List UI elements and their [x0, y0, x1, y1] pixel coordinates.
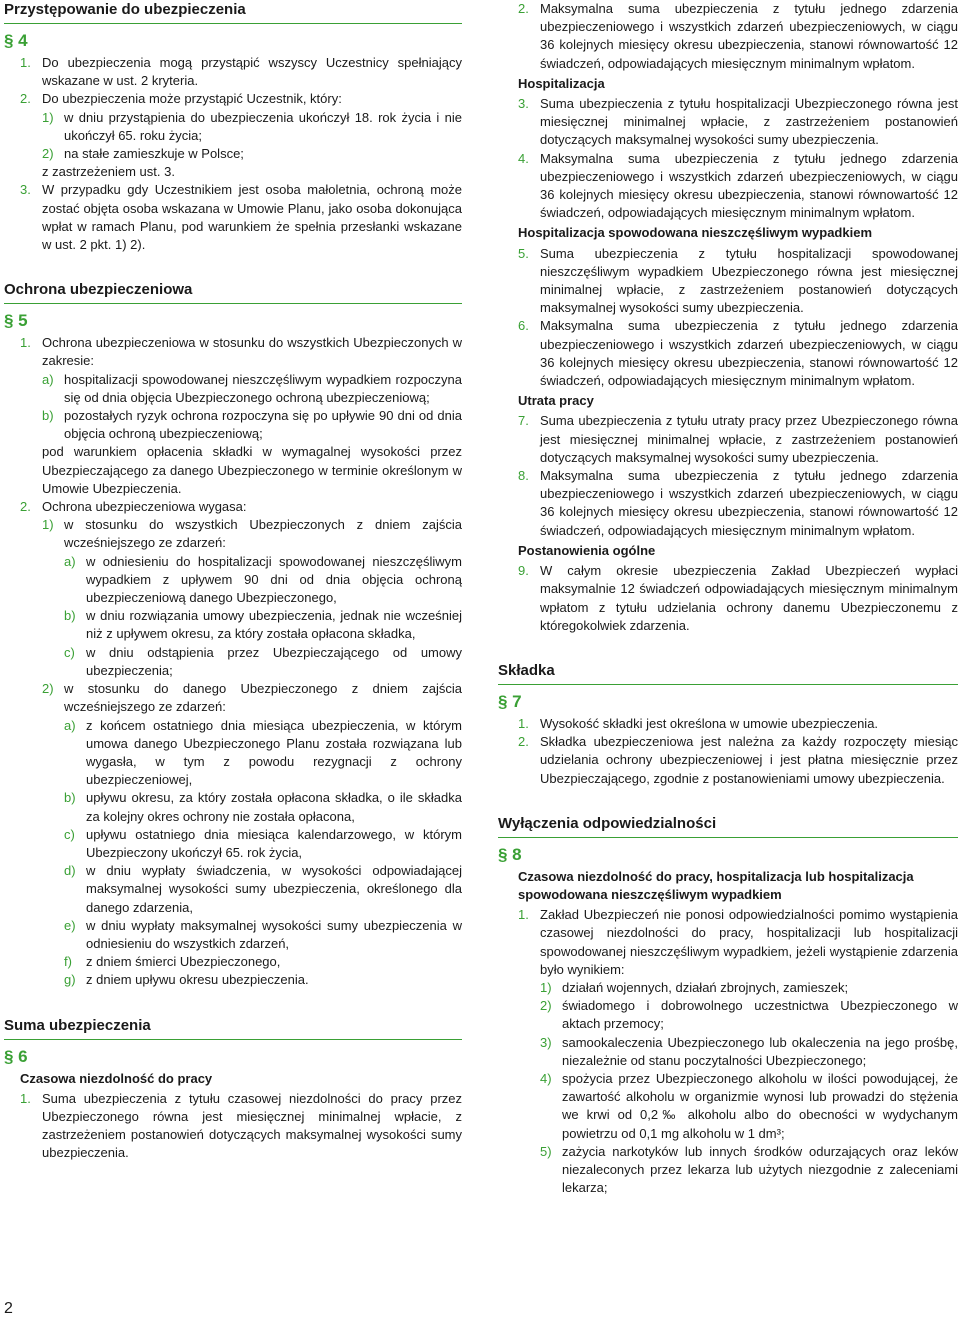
list-item: 2. Do ubezpieczenia może przystąpić Uczestnik, który:	[20, 91, 342, 107]
list-item: 2. Ochrona ubezpieczeniowa wygasa:	[20, 499, 247, 515]
list-item: b) w dniu rozwiązania umowy ubezpieczenia, jednak nie wcześniej niż z upływem okresu, za który została opłacona składka,	[64, 608, 462, 642]
list-item: 1. Wysokość składki jest określona w umowie ubezpieczenia.	[518, 715, 879, 731]
list-item: 2. Składka ubezpieczeniowa jest należna za każdy rozpoczęty miesiąc udzielania ochrony ubezpieczeniowej i jest płatna miesięcznie przez Ubezpieczającego, zgodnie z postanowieniami umowy ubezpieczenia.	[518, 734, 958, 786]
list-item: 3. W przypadku gdy Uczestnikiem jest osoba małoletnia, ochroną może zostać objęta osoba wskazana w Umowie Planu, jako osoba dokonująca wpłat w ramach Planu, pod warunkiem że spełnia przesłanki wskazane w ust. 2 pkt. 1) 2).	[20, 182, 462, 253]
sub-heading: Utrata pracy	[518, 393, 594, 409]
list-item: 3) samookaleczenia Ubezpieczonego lub okaleczenia na jego prośbę, niezależnie od stanu poczytalności Ubezpieczonego;	[540, 1034, 958, 1068]
section-title-wylaczenia: Wyłączenia odpowiedzialności	[498, 814, 958, 838]
list-item: 2) w stosunku do danego Ubezpieczonego z dniem zajścia wcześniejszego ze zdarzeń:	[42, 681, 462, 715]
right-column	[498, 0, 958, 1197]
list-continuation: pod warunkiem opłacenia składki w wymagalnej wysokości przez Ubezpieczającego za danego Ubezpieczonego w terminie określonym w Umowie Ubezpieczenia.	[42, 444, 462, 496]
paragraph-number-7: § 7	[498, 691, 522, 711]
list-item: 3. Suma ubezpieczenia z tytułu hospitalizacji Ubezpieczonego równa jest miesięcznej minimalnej wpłacie, z zastrzeżeniem postanowień dotyczących maksymalnej wysokości sumy ubezpieczenia.	[518, 96, 958, 148]
list-item: a) w odniesieniu do hospitalizacji spowodowanej nieszczęśliwym wypadkiem z upływem 90 dni od dnia objęcia ochroną ubezpieczeniową danego Ubezpieczonego,	[64, 553, 462, 606]
sub-heading: Czasowa niezdolność do pracy	[20, 1070, 213, 1086]
list-item: 6. Maksymalna suma ubezpieczenia z tytułu jednego zdarzenia ubezpieczeniowego i wszystkich zdarzeń ubezpieczeniowych, w ciągu 36 kolejnych miesięcy okresu ubezpieczenia, stanowi równowartość 12 świadczeń, odpowiadających miesięcznym minimalnym wpłatom.	[518, 318, 958, 389]
list-item: 2) na stałe zamieszkuje w Polsce;	[42, 146, 244, 162]
list-item: 1. Suma ubezpieczenia z tytułu czasowej niezdolności do pracy przez Ubezpieczonego równa jest miesięcznej minimalnej wpłacie, z zastrzeżeniem postanowień dotyczących maksymalnej wysokości sumy ubezpieczenia.	[20, 1090, 462, 1161]
left-column	[4, 0, 462, 1163]
list-item: 7. Suma ubezpieczenia z tytułu utraty pracy przez Ubezpieczonego równa jest miesięcznej minimalnej wpłacie, z zastrzeżeniem postanowień dotyczących maksymalnej wysokości sumy ubezpieczenia.	[518, 413, 958, 465]
sub-heading: Hospitalizacja	[518, 75, 605, 91]
list-item: f) z dniem śmierci Ubezpieczonego,	[64, 954, 281, 970]
sub-heading: Czasowa niezdolność do pracy, hospitalizacja lub hospitalizacja spowodowana nieszczęśliwym wypadkiem	[518, 868, 914, 902]
page-number: 2	[4, 1300, 13, 1317]
sub-heading: Hospitalizacja spowodowana nieszczęśliwym wypadkiem	[518, 225, 873, 241]
list-item: 2) świadomego i dobrowolnego uczestnictwa Ubezpieczonego w aktach przemocy;	[540, 998, 958, 1032]
list-item: 8. Maksymalna suma ubezpieczenia z tytułu jednego zdarzenia ubezpieczeniowego i wszystkich zdarzeń ubezpieczeniowych, w ciągu 36 kolejnych miesięcy okresu ubezpieczenia, stanowi równowartość 12 świadczeń, odpowiadających miesięcznym minimalnym wpłatom.	[518, 468, 958, 538]
list-item: d) w dniu wypłaty świadczenia, w wysokości odpowiadającej maksymalnej wysokości sumy ubezpieczenia, określonego dla danego zdarzenia,	[64, 863, 462, 915]
list-item: 4. Maksymalna suma ubezpieczenia z tytułu jednego zdarzenia ubezpieczeniowego i wszystkich zdarzeń ubezpieczeniowych, w ciągu 36 kolejnych miesięcy okresu ubezpieczenia, stanowi równowartość 12 świadczeń, odpowiadających miesięcznym minimalnym wpłatom.	[518, 150, 958, 221]
list-item: 4) spożycia przez Ubezpieczonego alkoholu w ilości powodującej, że zawartość alkoholu w organizmie wynosi lub prowadzi do stężenia we krwi od 0,2‰ alkoholu albo do obecności w wydychanym powietrzu od 0,1 mg alkoholu w 1 dm³;	[540, 1070, 958, 1141]
section-title-suma: Suma ubezpieczenia	[4, 1016, 462, 1040]
list-item: g) z dniem upływu okresu ubezpieczenia.	[64, 972, 309, 988]
list-item: a) z końcem ostatniego dnia miesiąca ubezpieczenia, w którym umowa danego Ubezpieczonego Planu została rozwiązana lub wygasła, w tym z powodu rezygnacji z ochrony ubezpieczeniowej,	[64, 717, 462, 788]
paragraph-number-8: § 8	[498, 844, 522, 864]
section-title-przystepowanie: Przystępowanie do ubezpieczenia	[4, 0, 462, 24]
sub-heading: Postanowienia ogólne	[518, 542, 656, 558]
list-item: 9. W całym okresie ubezpieczenia Zakład Ubezpieczeń wypłaci maksymalnie 12 świadczeń odpowiadających miesięcznym minimalnym wpłatom z tytułu udzielania ochrony danemu Ubezpieczonemu z któregokolwiek zdarzenia.	[518, 563, 958, 633]
list-item: 5) zażycia narkotyków lub innych środków odurzających oraz leków niezaleconych przez lekarza lub użytych niezgodnie z zaleceniami lekarza;	[540, 1143, 958, 1196]
list-item: e) w dniu wypłaty maksymalnej wysokości sumy ubezpieczenia w odniesieniu do wszystkich zdarzeń,	[64, 917, 462, 951]
list-item: 1. Zakład Ubezpieczeń nie ponosi odpowiedzialności pomimo wystąpienia czasowej niezdolności do pracy, hospitalizacji lub hospitalizacji spowodowanej nieszczęśliwym wypadkiem, jeżeli wystąpienie zdarzenia było wynikiem:	[518, 907, 958, 977]
list-item: c) w dniu odstąpienia przez Ubezpieczającego od umowy ubezpieczenia;	[64, 644, 462, 678]
paragraph-number-4: § 4	[4, 31, 28, 50]
list-item: 1) w stosunku do wszystkich Ubezpieczonych z dniem zajścia wcześniejszego ze zdarzeń:	[42, 517, 462, 551]
list-item: 1. Ochrona ubezpieczeniowa w stosunku do wszystkich Ubezpieczonych w zakresie:	[20, 335, 462, 369]
list-item: 1. Do ubezpieczenia mogą przystąpić wszyscy Uczestnicy spełniający wskazane w ust. 2 kryteria.	[20, 55, 462, 89]
list-item: c) upływu ostatniego dnia miesiąca kalendarzowego, w którym Ubezpieczony ukończył 65. rok życia,	[64, 826, 462, 860]
section-title-ochrona: Ochrona ubezpieczeniowa	[4, 280, 462, 304]
list-item: 5. Suma ubezpieczenia z tytułu hospitalizacji spowodowanej nieszczęśliwym wypadkiem Ubezpieczonego równa jest miesięcznej minimalnej wpłacie, z zastrzeżeniem postanowień dotyczących maksymalnej wysokości sumy ubezpieczenia.	[518, 245, 958, 316]
list-item: b) upływu okresu, za który została opłacona składka, o ile składka za kolejny okres ochrony nie została opłacona,	[64, 790, 462, 824]
list-item: 1) działań wojennych, działań zbrojnych, zamieszek;	[540, 979, 849, 995]
paragraph-number-6: § 6	[4, 1046, 28, 1066]
paragraph-number-5: § 5	[4, 311, 28, 331]
list-item: 1) w dniu przystąpienia do ubezpieczenia ukończył 18. rok życia i nie ukończył 65. roku życia;	[42, 109, 462, 143]
list-item: b) pozostałych ryzyk ochrona rozpoczyna się po upływie 90 dni od dnia objęcia ochroną ubezpieczeniową;	[42, 408, 462, 442]
section-title-skladka: Składka	[498, 661, 958, 685]
list-continuation: z zastrzeżeniem ust. 3.	[42, 164, 175, 180]
list-item: 2. Maksymalna suma ubezpieczenia z tytułu jednego zdarzenia ubezpieczeniowego i wszystkich zdarzeń ubezpieczeniowych, w ciągu 36 kolejnych miesięcy okresu ubezpieczenia, stanowi równowartość 12 świadczeń, odpowiadających miesięcznym minimalnym wpłatom.	[518, 1, 958, 71]
list-item: a) hospitalizacji spowodowanej nieszczęśliwym wypadkiem rozpoczyna się od dnia objęcia Ubezpieczonego ochroną ubezpieczeniową;	[42, 371, 462, 405]
